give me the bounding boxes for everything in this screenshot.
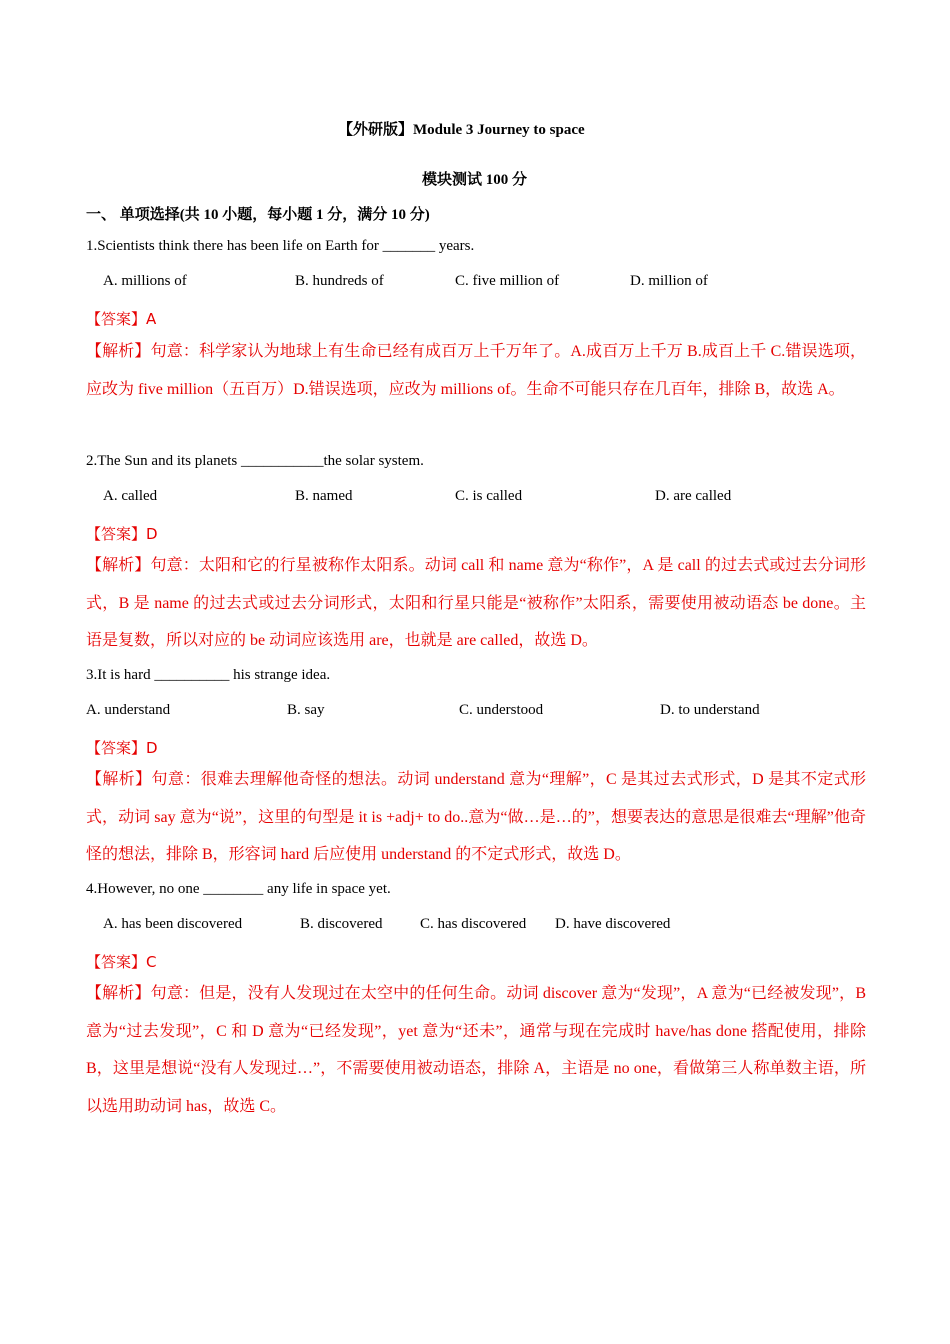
- option-a: A. called: [103, 488, 158, 504]
- option-c: C. five million of: [455, 273, 560, 289]
- explanation: 【解析】句意：科学家认为地球上有生命已经有成百万上千万年了。A.成百万上千万 B.成百上千 C.错误选项，应改为 five million（五百万）D.错误选项，应改为 millions of。生命不可能只存在几百年，排除 B，故选 A。: [86, 343, 866, 398]
- option-b: B. discovered: [300, 916, 383, 932]
- option-d: D. have discovered: [555, 916, 671, 932]
- option-d: D. million of: [630, 273, 708, 289]
- option-d: D. are called: [655, 488, 732, 504]
- explanation: 【解析】句意：很难去理解他奇怪的想法。动词 understand 意为“理解”，C 是其过去式形式，D 是其不定式形式，动词 say 意为“说”，这里的句型是 it is +adj+ to do..意为“做…是…的”，想要表达的意思是很难去“理解”他奇怪的想法，排除 B，形容词 hard 后应使用 understand 的不定式形式，故选 D。: [86, 771, 866, 863]
- explanation: 【解析】句意：太阳和它的行星被称作太阳系。动词 call 和 name 意为“称作”，A 是 call 的过去式或过去分词形式，B 是 name 的过去式或过去分词形式，太阳和行星只能是“被称作”太阳系，需要使用被动语态 be done。主语是复数，所以对应的 be 动词应该选用 are，也就是 are called，故选 D。: [86, 557, 866, 649]
- option-a: A. understand: [86, 702, 171, 718]
- option-c: C. understood: [459, 702, 544, 718]
- option-c: C. is called: [455, 488, 523, 504]
- question-stem: 2.The Sun and its planets ___________the solar system.: [86, 453, 424, 469]
- explanation: 【解析】句意：但是，没有人发现过在太空中的任何生命。动词 discover 意为“发现”，A 意为“已经被发现”，B 意为“过去发现”，C 和 D 意为“已经发现”，yet 意为“还未”，通常与现在完成时 have/has done 搭配使用，排除 B，这里是想说“没有人发现过…”，不需要使用被动语态，排除 A，主语是 no one，看做第三人称单数主语，所以选用助动词 has，故选 C。: [86, 985, 866, 1115]
- answer-label: 【答案】C: [86, 953, 157, 971]
- option-a: A. millions of: [103, 273, 187, 289]
- option-b: B. hundreds of: [295, 273, 384, 289]
- option-d: D. to understand: [660, 702, 760, 718]
- option-c: C. has discovered: [420, 916, 527, 932]
- answer-label: 【答案】D: [86, 525, 158, 543]
- answer-label: 【答案】A: [86, 310, 157, 328]
- document-subtitle: 模块测试 100 分: [422, 172, 528, 188]
- option-b: B. say: [287, 702, 325, 718]
- answer-label: 【答案】D: [86, 739, 158, 757]
- question-stem: 1.Scientists think there has been life on Earth for _______ years.: [86, 238, 475, 254]
- option-b: B. named: [295, 488, 353, 504]
- section-heading: 一、 单项选择(共 10 小题，每小题 1 分，满分 10 分): [86, 207, 430, 223]
- option-a: A. has been discovered: [103, 916, 243, 932]
- question-stem: 3.It is hard __________ his strange idea.: [86, 667, 331, 683]
- document-title: 【外研版】Module 3 Journey to space: [338, 122, 585, 138]
- question-stem: 4.However, no one ________ any life in space yet.: [86, 881, 391, 897]
